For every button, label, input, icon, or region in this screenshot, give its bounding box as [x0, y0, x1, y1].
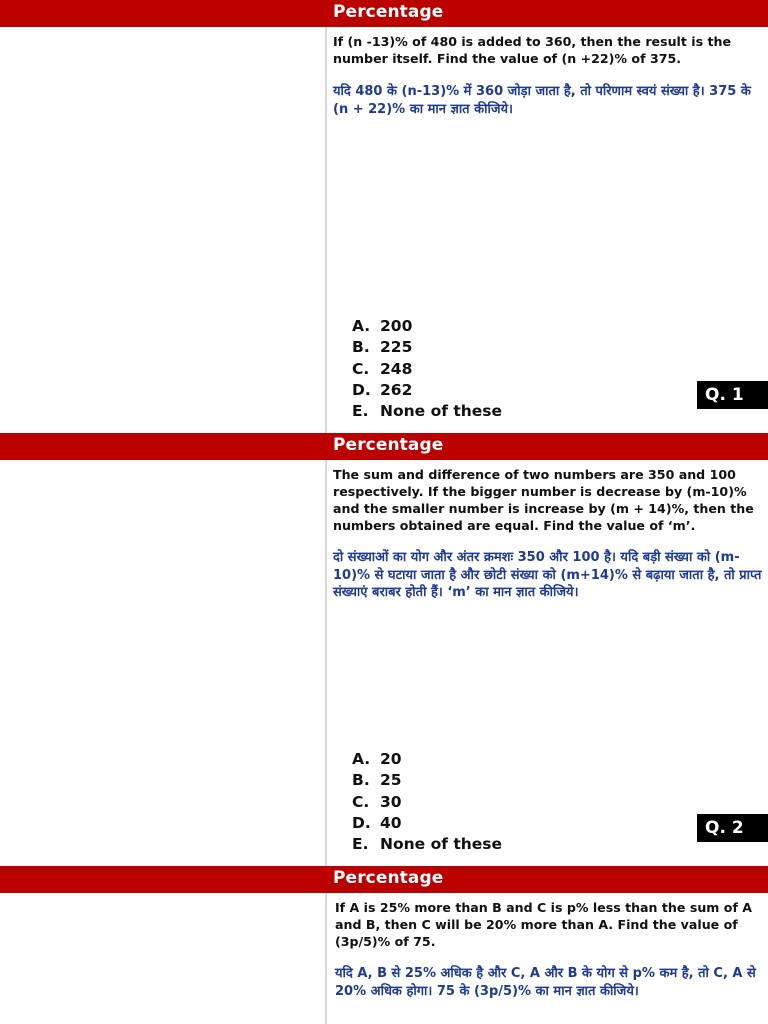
option-e[interactable]: [352, 834, 502, 855]
topic-title: Percentage: [333, 435, 444, 455]
topic-title: Percentage: [333, 868, 444, 888]
option-letter: A.: [352, 317, 371, 335]
option-letter: A.: [352, 750, 371, 768]
option-d[interactable]: [352, 380, 502, 401]
option-letter: E.: [352, 835, 369, 854]
option-text: None of these: [380, 835, 503, 854]
question-text-english: If A is 25% more than B and C is p% less than the sum of A and B, then C will be 20% more than A. Find the value of (3p/5)% of 75.: [335, 900, 753, 949]
option-letter: C.: [352, 792, 370, 811]
question-text-english: If (n -13)% of 480 is added to 360, then the result is the number itself. Find the value of (n +22)% of 375.: [333, 34, 731, 66]
options-list: [352, 749, 502, 855]
option-text: 30: [380, 792, 402, 811]
question-number-badge: Q. 2: [697, 814, 768, 842]
option-c[interactable]: [352, 359, 502, 380]
option-letter: C.: [352, 359, 370, 378]
option-text: 225: [380, 338, 413, 357]
option-text: 262: [380, 380, 413, 399]
option-letter: E.: [352, 402, 369, 421]
option-letter: B.: [352, 771, 370, 790]
topic-header-band: [0, 866, 768, 893]
column-divider: [325, 460, 327, 866]
option-text: 20: [380, 750, 402, 768]
question-text-english: The sum and difference of two numbers are 350 and 100 respectively. If the bigger number is decrease by (m-10)% and the smaller number is increase by (m + 14)%, then the numbers obtained are equal. Find the value of ‘m’.: [333, 467, 754, 533]
option-text: 200: [380, 317, 413, 335]
question-text-hindi: दो संख्याओं का योग और अंतर क्रमशः 350 और 100 है। यदि बड़ी संख्या को (m-10)% से घटाया जाता है और छोटी संख्या को (m+14)% से बढ़ाया जाता है, तो प्राप्त संख्याएं बराबर होती हैं। ‘m’ का मान ज्ञात कीजिये।: [333, 550, 762, 600]
option-e[interactable]: [352, 401, 502, 422]
option-a[interactable]: [352, 749, 502, 770]
option-text: 248: [380, 359, 413, 378]
column-divider: [325, 27, 327, 433]
option-b[interactable]: [352, 337, 502, 358]
option-a[interactable]: [352, 316, 502, 337]
option-text: 25: [380, 771, 402, 790]
question-number-badge: Q. 1: [697, 381, 768, 409]
option-c[interactable]: [352, 792, 502, 813]
option-letter: B.: [352, 338, 370, 357]
topic-header-band: [0, 0, 768, 27]
option-b[interactable]: [352, 770, 502, 791]
topic-title: Percentage: [333, 2, 444, 22]
option-letter: D.: [352, 380, 371, 399]
topic-header-band: [0, 433, 768, 460]
option-text: 40: [380, 813, 402, 832]
option-d[interactable]: [352, 813, 502, 834]
column-divider: [325, 893, 327, 1024]
options-list: [352, 316, 502, 422]
option-text: None of these: [380, 402, 503, 421]
question-text-hindi: यदि 480 के (n-13)% में 360 जोड़ा जाता है, तो परिणाम स्वयं संख्या है। 375 के (n + 22)% का मान ज्ञात कीजिये।: [333, 84, 751, 117]
question-text-hindi: यदि A, B से 25% अधिक है और C, A और B के योग से p% कम है, तो C, A से 20% अधिक होगा। 75 के (3p/5)% का मान ज्ञात कीजिये।: [335, 966, 756, 999]
option-letter: D.: [352, 813, 371, 832]
